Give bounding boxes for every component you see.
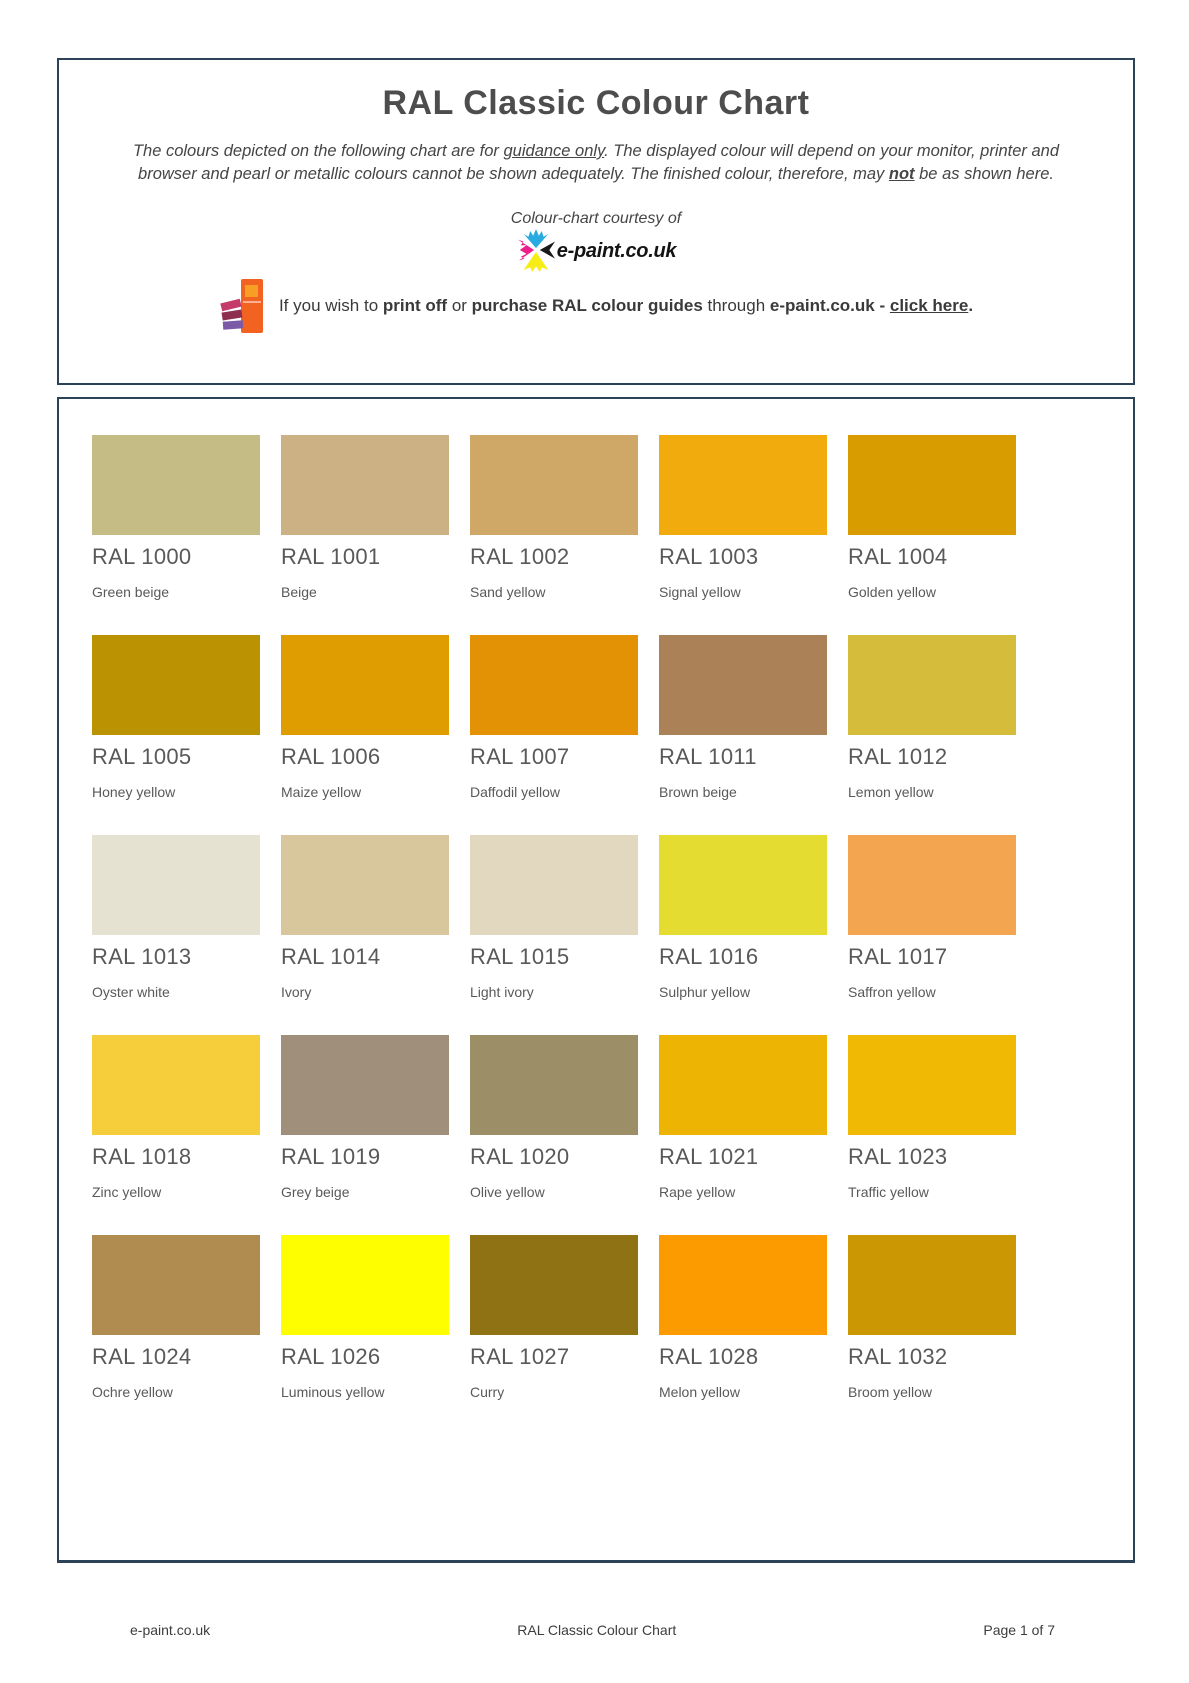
courtesy-line: Colour-chart courtesy of xyxy=(510,210,682,227)
cta-purchase-guides: purchase RAL colour guides xyxy=(471,296,703,315)
swatch-cell xyxy=(659,1235,848,1435)
colour-name: Daffodil yellow xyxy=(470,784,561,800)
swatch-cell xyxy=(848,435,1037,635)
footer-left: e-paint.co.uk xyxy=(130,1622,211,1638)
ral-code: RAL 1002 xyxy=(470,544,570,569)
epaint-logo-icon xyxy=(516,229,556,273)
disclaimer-text xyxy=(120,140,1072,185)
ral-code: RAL 1024 xyxy=(92,1344,192,1369)
ral-code: RAL 1015 xyxy=(470,944,570,969)
cta-print-off: print off xyxy=(382,296,448,315)
colour-name: Ochre yellow xyxy=(92,1384,173,1400)
colour-name: Traffic yellow xyxy=(848,1184,929,1200)
disclaimer-segment: The colours depicted on the following chart are for xyxy=(132,142,504,160)
ral-code: RAL 1017 xyxy=(848,944,948,969)
colour-swatch xyxy=(470,1035,638,1135)
swatch-cell xyxy=(281,835,470,1035)
swatch-cell xyxy=(659,635,848,835)
epaint-logo[interactable] xyxy=(59,229,1133,273)
colour-name: Curry xyxy=(470,1384,505,1400)
click-here-link[interactable]: click here xyxy=(889,296,969,315)
colour-swatch xyxy=(92,835,260,935)
colour-swatch xyxy=(659,835,827,935)
ral-code: RAL 1012 xyxy=(848,744,948,769)
cta-line xyxy=(59,277,1133,335)
colour-chart-panel xyxy=(57,397,1135,1563)
colour-swatch xyxy=(470,835,638,935)
colour-name: Ivory xyxy=(281,984,312,1000)
colour-name: Grey beige xyxy=(281,1184,350,1200)
cta-epaint-url: e-paint.co.uk xyxy=(769,296,875,315)
ral-code: RAL 1003 xyxy=(659,544,759,569)
cta-text xyxy=(279,296,973,316)
cta-segment: through xyxy=(702,296,770,315)
swatch-cell xyxy=(281,435,470,635)
colour-name: Brown beige xyxy=(659,784,737,800)
colour-swatch xyxy=(92,1035,260,1135)
colour-swatch xyxy=(281,635,449,735)
swatch-cell xyxy=(92,635,281,835)
swatch-cell xyxy=(281,1235,470,1435)
swatch-cell xyxy=(470,1235,659,1435)
colour-name: Honey yellow xyxy=(92,784,176,800)
swatch-cell xyxy=(848,635,1037,835)
colour-swatch xyxy=(659,1035,827,1135)
swatch-cell xyxy=(470,1035,659,1235)
colour-swatch xyxy=(281,1235,449,1335)
ral-code: RAL 1007 xyxy=(470,744,570,769)
swatch-cell xyxy=(92,1035,281,1235)
colour-name: Oyster white xyxy=(92,984,170,1000)
colour-guide-icon xyxy=(219,277,267,335)
colour-name: Maize yellow xyxy=(281,784,362,800)
colour-swatch xyxy=(659,435,827,535)
colour-name: Golden yellow xyxy=(848,584,936,600)
swatch-cell xyxy=(281,635,470,835)
swatch-cell xyxy=(848,835,1037,1035)
colour-name: Beige xyxy=(281,584,317,600)
colour-swatch xyxy=(848,435,1016,535)
epaint-logo-text: e-paint.co.uk xyxy=(556,239,677,262)
ral-code: RAL 1018 xyxy=(92,1144,192,1169)
disclaimer-guidance-only: guidance only xyxy=(503,142,605,160)
ral-code: RAL 1023 xyxy=(848,1144,948,1169)
colour-name: Sand yellow xyxy=(470,584,546,600)
disclaimer-segment: . The displayed colour will depend on your monitor, printer and browser and pearl or metallic colours cannot be shown adequately. The finished colour, therefore, may xyxy=(138,142,1060,183)
colour-swatch xyxy=(281,835,449,935)
swatch-cell xyxy=(470,635,659,835)
ral-code: RAL 1004 xyxy=(848,544,948,569)
colour-swatch xyxy=(92,435,260,535)
cta-segment: If you wish to xyxy=(278,296,383,315)
colour-name: Lemon yellow xyxy=(848,784,934,800)
colour-name: Zinc yellow xyxy=(92,1184,162,1200)
colour-name: Rape yellow xyxy=(659,1184,736,1200)
colour-swatch xyxy=(848,635,1016,735)
ral-code: RAL 1032 xyxy=(848,1344,948,1369)
colour-name: Luminous yellow xyxy=(281,1384,385,1400)
swatch-cell xyxy=(659,835,848,1035)
disclaimer-segment: be as shown here. xyxy=(914,164,1054,183)
colour-swatch xyxy=(659,1235,827,1335)
colour-name: Broom yellow xyxy=(848,1384,933,1400)
swatch-grid xyxy=(92,435,1037,1435)
cta-segment: - xyxy=(874,296,890,315)
ral-code: RAL 1028 xyxy=(659,1344,759,1369)
ral-code: RAL 1011 xyxy=(659,744,757,769)
colour-name: Green beige xyxy=(92,584,170,600)
colour-swatch xyxy=(848,835,1016,935)
page-footer xyxy=(130,1622,1055,1638)
cta-segment: . xyxy=(968,296,974,315)
colour-swatch xyxy=(848,1035,1016,1135)
colour-swatch xyxy=(470,1235,638,1335)
ral-code: RAL 1014 xyxy=(281,944,381,969)
ral-code: RAL 1021 xyxy=(659,1144,759,1169)
swatch-cell xyxy=(470,435,659,635)
colour-swatch xyxy=(848,1235,1016,1335)
colour-name: Saffron yellow xyxy=(848,984,936,1000)
swatch-cell xyxy=(470,835,659,1035)
footer-center: RAL Classic Colour Chart xyxy=(517,1622,677,1638)
swatch-cell xyxy=(659,435,848,635)
cta-segment: or xyxy=(447,296,472,315)
colour-name: Olive yellow xyxy=(470,1184,545,1200)
colour-name: Signal yellow xyxy=(659,584,741,600)
ral-code: RAL 1027 xyxy=(470,1344,570,1369)
ral-code: RAL 1005 xyxy=(92,744,192,769)
footer-right: Page 1 of 7 xyxy=(983,1622,1055,1638)
page-title: RAL Classic Colour Chart xyxy=(382,84,810,122)
colour-name: Sulphur yellow xyxy=(659,984,751,1000)
colour-swatch xyxy=(470,435,638,535)
colour-name: Melon yellow xyxy=(659,1384,740,1400)
ral-code: RAL 1013 xyxy=(92,944,192,969)
swatch-cell xyxy=(659,1035,848,1235)
colour-swatch xyxy=(470,635,638,735)
ral-code: RAL 1019 xyxy=(281,1144,381,1169)
header-panel xyxy=(57,58,1135,385)
swatch-cell xyxy=(848,1235,1037,1435)
ral-code: RAL 1016 xyxy=(659,944,759,969)
swatch-cell xyxy=(281,1035,470,1235)
swatch-cell xyxy=(848,1035,1037,1235)
ral-code: RAL 1006 xyxy=(281,744,381,769)
swatch-cell xyxy=(92,835,281,1035)
colour-name: Light ivory xyxy=(470,984,534,1000)
swatch-cell xyxy=(92,435,281,635)
colour-swatch xyxy=(92,635,260,735)
colour-swatch xyxy=(92,1235,260,1335)
ral-code: RAL 1026 xyxy=(281,1344,381,1369)
colour-swatch xyxy=(659,635,827,735)
ral-code: RAL 1000 xyxy=(92,544,192,569)
colour-swatch xyxy=(281,1035,449,1135)
ral-code: RAL 1020 xyxy=(470,1144,570,1169)
disclaimer-not: not xyxy=(888,164,915,183)
swatch-cell xyxy=(92,1235,281,1435)
colour-swatch xyxy=(281,435,449,535)
ral-code: RAL 1001 xyxy=(281,544,381,569)
